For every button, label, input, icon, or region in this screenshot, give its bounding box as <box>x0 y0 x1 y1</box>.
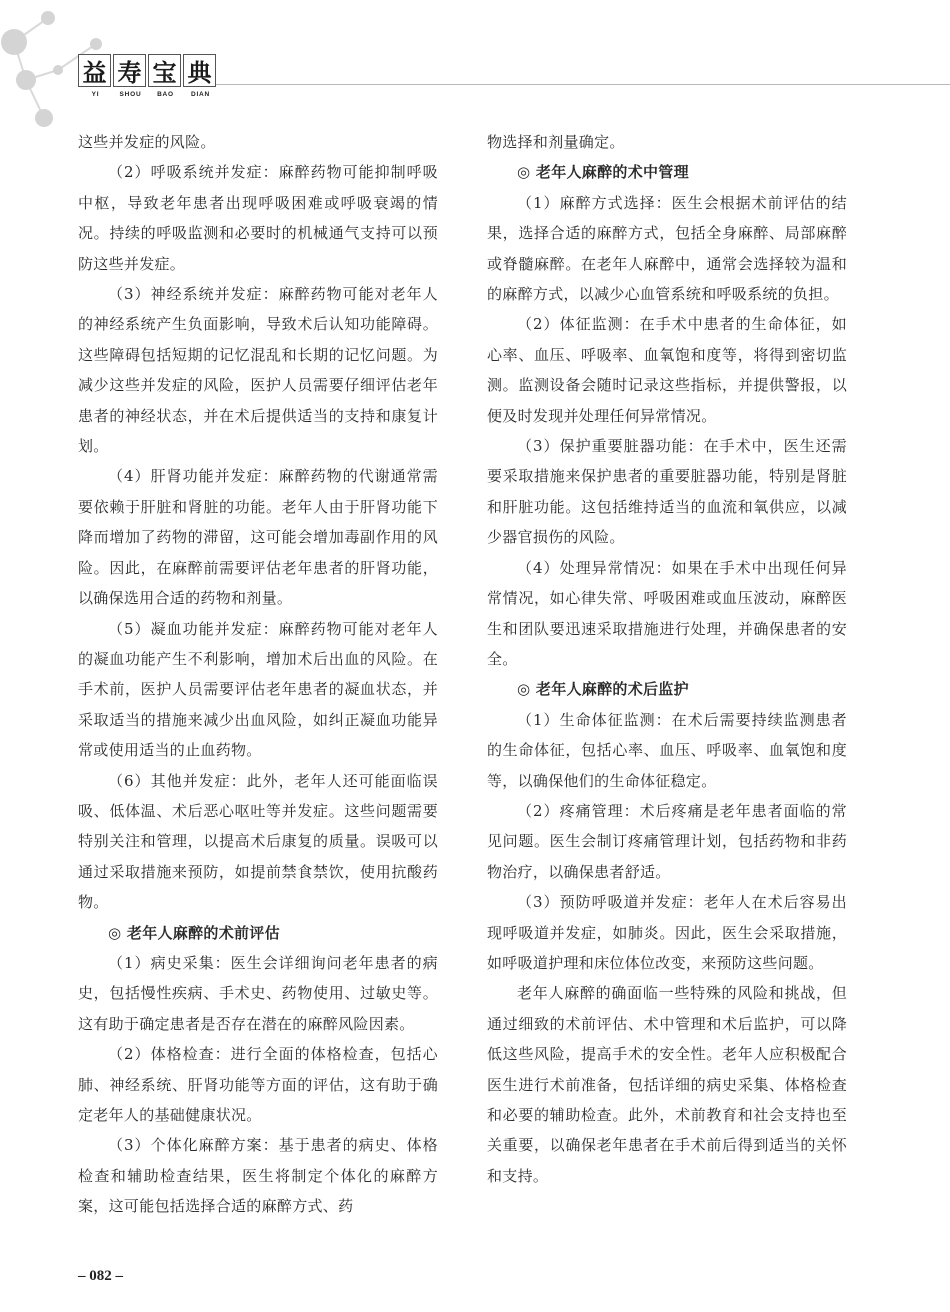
paragraph-physical-exam: （2）体格检查：进行全面的体格检查，包括心肺、神经系统、肝肾功能等方面的评估，这有助于确定老年人的基础健康状况。 <box>78 1045 438 1124</box>
section-heading-preop: ◎ 老年人麻醉的术前评估 <box>108 923 280 942</box>
paragraph-continuation: 物选择和剂量确定。 <box>487 133 625 151</box>
logo-char: 益 <box>78 54 111 87</box>
page-number: – 082 – <box>78 1268 123 1284</box>
logo-pinyin-syllable: YI <box>91 91 100 98</box>
logo-char: 宝 <box>148 54 181 87</box>
logo-pinyin-syllable: DIAN <box>190 91 211 98</box>
left-column <box>78 127 438 1222</box>
logo-pinyin-syllable: SHOU <box>119 91 142 98</box>
right-column <box>487 127 847 1191</box>
paragraph-liver-kidney-complications: （4）肝肾功能并发症：麻醉药物的代谢通常需要依赖于肝脏和肾脏的功能。老年人由于肝肾功能下降而增加了药物的滞留，这可能会增加毒副作用的风险。因此，在麻醉前需要评估老年患者的肝肾功能，以确保选用合适的药物和剂量。 <box>78 467 438 608</box>
paragraph-continuation: 这些并发症的风险。 <box>78 133 216 151</box>
logo-pinyin <box>78 91 218 98</box>
paragraph-pain-management: （2）疼痛管理：术后疼痛是老年患者面临的常见问题。医生会制订疼痛管理计划，包括药物和非药物治疗，以确保患者舒适。 <box>487 801 847 881</box>
paragraph-respiratory-prevention: （3）预防呼吸道并发症：老年人在术后容易出现呼吸道并发症，如肺炎。因此，医生会采取措施，如呼吸道护理和床位体位改变，来预防这些问题。 <box>487 893 847 972</box>
paragraph-conclusion: 老年人麻醉的确面临一些特殊的风险和挑战，但通过细致的术前评估、术中管理和术后监护，可以降低这些风险，提高手术的安全性。老年人应积极配合医生进行术前准备，包括详细的病史采集、体格检查和必要的辅助检查。此外，术前教育和社会支持也至关重要，以确保老年患者在手术前后得到适当的关怀和支持。 <box>487 984 847 1185</box>
logo-char: 典 <box>183 54 216 87</box>
logo-pinyin-syllable: BAO <box>157 91 174 98</box>
paragraph-abnormal-handling: （4）处理异常情况：如果在手术中出现任何异常情况，如心律失常、呼吸困难或血压波动，麻醉医生和团队要迅速采取措施进行处理，并确保患者的安全。 <box>487 558 847 668</box>
paragraph-history: （1）病史采集：医生会详细询问老年患者的病史，包括慢性疾病、手术史、药物使用、过敏史等。这有助于确定患者是否存在潜在的麻醉风险因素。 <box>78 953 438 1033</box>
paragraph-anesthesia-choice: （1）麻醉方式选择：医生会根据术前评估的结果，选择合适的麻醉方式，包括全身麻醉、局部麻醉或脊髓麻醉。在老年人麻醉中，通常会选择较为温和的麻醉方式，以减少心血管系统和呼吸系统的负担。 <box>487 193 847 304</box>
paragraph-postop-vitals: （1）生命体征监测：在术后需要持续监测患者的生命体征，包括心率、血压、呼吸率、血氧饱和度等，以确保他们的生命体征稳定。 <box>487 710 847 790</box>
paragraph-other-complications: （6）其他并发症：此外，老年人还可能面临误吸、低体温、术后恶心呕吐等并发症。这些问题需要特别关注和管理，以提高术后康复的质量。误吸可以通过采取措施来预防，如提前禁食禁饮，使用抗酸药物。 <box>78 771 438 912</box>
logo-title <box>78 54 218 87</box>
logo-char: 寿 <box>113 54 146 87</box>
section-heading-intraop: ◎ 老年人麻醉的术中管理 <box>517 163 689 182</box>
paragraph-neuro-complications: （3）神经系统并发症：麻醉药物可能对老年人的神经系统产生负面影响，导致术后认知功能障碍。这些障碍包括短期的记忆混乱和长期的记忆问题。为减少这些并发症的风险，医护人员需要仔细评估老年患者的神经状态，并在术后提供适当的支持和康复计划。 <box>78 285 438 456</box>
header-rule <box>210 84 950 85</box>
paragraph-vital-monitoring: （2）体征监测：在手术中患者的生命体征，如心率、血压、呼吸率、血氧饱和度等，将得到密切监测。监测设备会随时记录这些指标，并提供警报，以便及时发现并处理任何异常情况。 <box>487 315 847 425</box>
paragraph-organ-protection: （3）保护重要脏器功能：在手术中，医生还需要采取措施来保护患者的重要脏器功能，特别是肾脏和肝脏功能。这包括维持适当的血流和氧供应，以减少器官损伤的风险。 <box>487 437 847 547</box>
paragraph-coagulation-complications: （5）凝血功能并发症：麻醉药物可能对老年人的凝血功能产生不利影响，增加术后出血的风险。在手术前，医护人员需要评估老年患者的凝血状态，并采取适当的措施来减少出血风险，如纠正凝血功能异常或使用适当的止血药物。 <box>78 619 438 760</box>
paragraph-respiratory-complications: （2）呼吸系统并发症：麻醉药物可能抑制呼吸中枢，导致老年患者出现呼吸困难或呼吸衰竭的情况。持续的呼吸监测和必要时的机械通气支持可以预防这些并发症。 <box>78 163 438 273</box>
section-heading-postop: ◎ 老年人麻醉的术后监护 <box>517 680 689 699</box>
paragraph-individual-plan: （3）个体化麻醉方案：基于患者的病史、体格检查和辅助检查结果，医生将制定个体化的麻醉方案，这可能包括选择合适的麻醉方式、药 <box>78 1136 438 1216</box>
